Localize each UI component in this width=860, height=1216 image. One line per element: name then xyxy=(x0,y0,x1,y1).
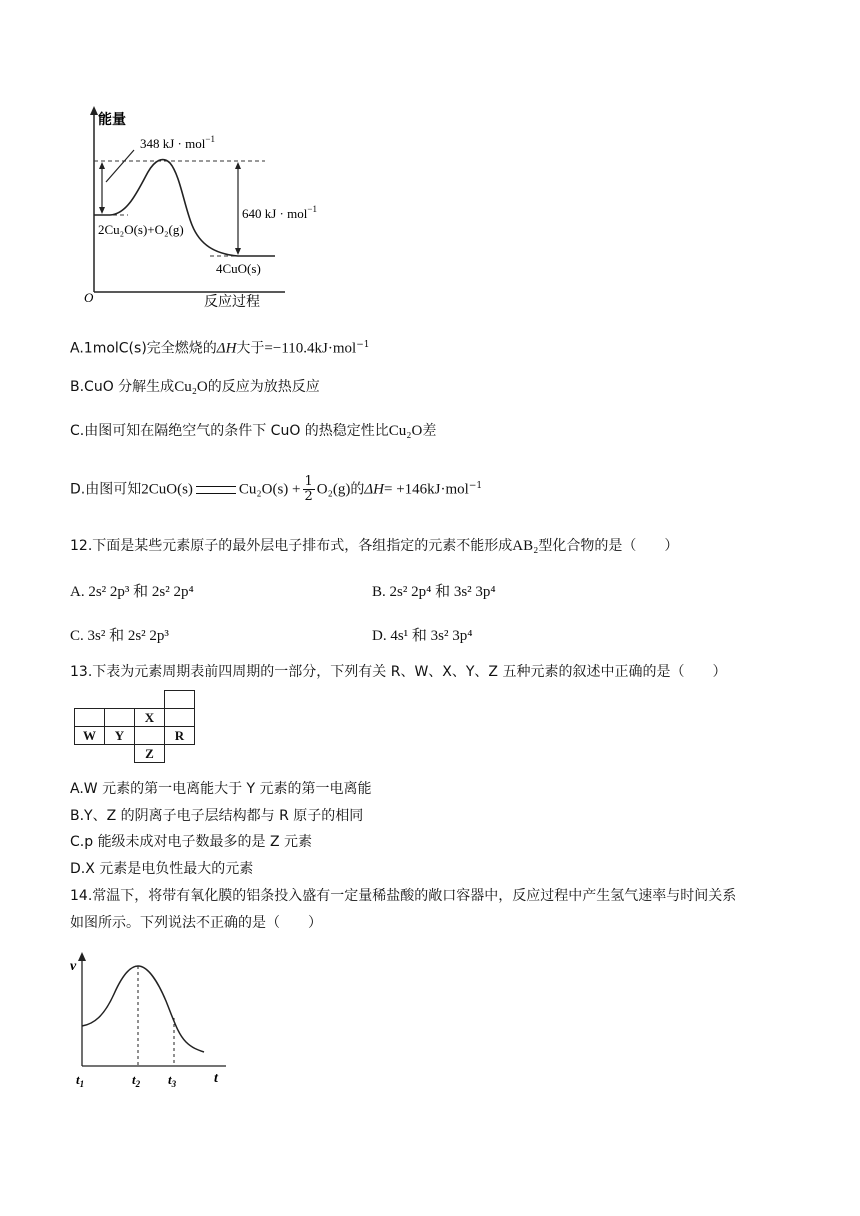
v-axis-label: v xyxy=(70,959,77,974)
t2-label: $t_2$ xyxy=(132,1072,141,1089)
q11-option-c: C.由图可知在隔绝空气的条件下 CuO 的热稳定性比Cu₂O差 xyxy=(70,423,437,439)
equilibrium-sign xyxy=(196,486,236,494)
origin-label: O xyxy=(84,290,94,305)
q13-option-b: B.Y、Z 的阴离子电子层结构都与 R 原子的相同 xyxy=(70,808,364,824)
periodic-table-fragment xyxy=(74,690,195,763)
product-label: 4CuO(s) xyxy=(216,261,261,276)
q12-option-d: D. 4s¹ 和 3s² 3p⁴ xyxy=(372,628,473,644)
q13-option-d: D.X 元素是电负性最大的元素 xyxy=(70,861,254,877)
q11-option-a: A.1molC(s)完全燃烧的ΔH大于=−110.4kJ·mol$^{-1}$ xyxy=(70,340,370,357)
q12-stem: 12.下面是某些元素原子的最外层电子排布式，各组指定的元素不能形成AB₂型化合物的是（ ） xyxy=(70,538,679,554)
q12-option-a: A. 2s² 2p³ 和 2s² 2p⁴ xyxy=(70,584,194,600)
dh-arrow-head-top xyxy=(235,162,241,169)
reactant-label: 2Cu₂O(s)+O₂(g) xyxy=(98,222,184,237)
energy-diagram xyxy=(80,100,340,315)
ea-label: 348 kJ · mol$^{-1}$ xyxy=(140,134,215,151)
table-cell xyxy=(135,727,165,745)
table-cell xyxy=(165,691,195,709)
table-cell: Z xyxy=(135,745,165,763)
t1-label: $t_1$ xyxy=(76,1072,85,1089)
dh-label: 640 kJ · mol$^{-1}$ xyxy=(242,204,317,221)
q11-option-d: D.由图可知2CuO(s) Cu₂O(s) + $\frac{1}{2}$ O₂(g)的ΔH= +146kJ·mol$^{-1}$ xyxy=(70,474,483,504)
v-axis-arrow xyxy=(78,952,86,961)
q13-option-a: A.W 元素的第一电离能大于 Y 元素的第一电离能 xyxy=(70,781,372,797)
table-cell xyxy=(105,709,135,727)
q11-option-b: B.CuO 分解生成Cu₂O的反应为放热反应 xyxy=(70,379,320,395)
t-axis-label: t xyxy=(214,1071,218,1086)
table-cell: Y xyxy=(105,727,135,745)
table-cell xyxy=(75,709,105,727)
q12-option-c: C. 3s² 和 2s² 2p³ xyxy=(70,628,169,644)
rate-time-graph xyxy=(66,946,246,1091)
q13-option-c: C.p 能级未成对电子数最多的是 Z 元素 xyxy=(70,834,313,850)
q12-option-b: B. 2s² 2p⁴ 和 3s² 3p⁴ xyxy=(372,584,496,600)
y-axis-label: 能量 xyxy=(98,113,126,128)
table-cell: X xyxy=(135,709,165,727)
y-axis-arrow xyxy=(90,106,98,115)
table-cell: R xyxy=(165,727,195,745)
ea-label-leader xyxy=(106,150,134,182)
dh-arrow-head-bottom xyxy=(235,248,241,255)
q14-stem-line2: 如图所示。下列说法不正确的是（ ） xyxy=(70,915,322,931)
q13-stem: 13.下表为元素周期表前四周期的一部分，下列有关 R、W、X、Y、Z 五种元素的叙述中正确的是（ ） xyxy=(70,664,727,680)
ea-arrow-head-top xyxy=(99,162,105,169)
fraction-half: $\frac{1}{2}$ xyxy=(304,474,313,504)
table-cell: W xyxy=(75,727,105,745)
t3-label: $t_3$ xyxy=(168,1072,177,1089)
rate-curve xyxy=(82,966,204,1052)
q14-stem-line1: 14.常温下，将带有氧化膜的铝条投入盛有一定量稀盐酸的敞口容器中，反应过程中产生氢气速率与时间关系 xyxy=(70,888,737,904)
x-axis-label: 反应过程 xyxy=(204,295,260,310)
ea-arrow-head-bottom xyxy=(99,207,105,214)
table-cell xyxy=(165,709,195,727)
